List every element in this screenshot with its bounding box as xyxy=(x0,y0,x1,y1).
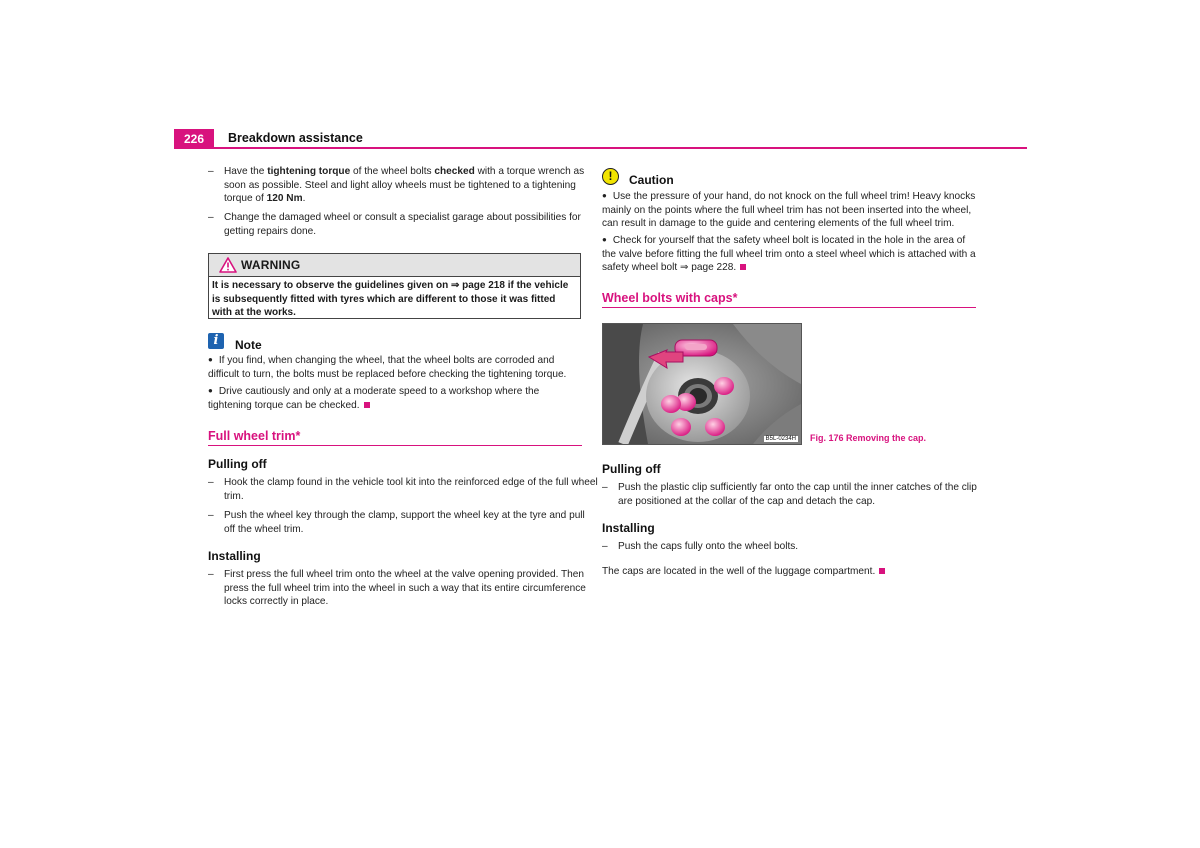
warning-label: WARNING xyxy=(241,258,301,272)
page-number: 226 xyxy=(174,129,214,149)
warning-text: It is necessary to observe the guidelines given on ⇒ page 218 if the vehicle is subsequently fitted with tyres which are different to those it was fitted with at the works. xyxy=(212,280,569,319)
bullet-icon: ● xyxy=(602,191,607,200)
pulling-off-step: – Push the wheel key through the clamp, support the wheel key at the tyre and pull off the wheel trim. xyxy=(208,510,585,535)
step-change-wheel: – Change the damaged wheel or consult a specialist garage about possibilities for getting repairs done. xyxy=(208,212,581,237)
warning-triangle-icon xyxy=(219,257,237,273)
note-label: Note xyxy=(235,338,262,352)
pulling-off-step: – Hook the clamp found in the vehicle tool kit into the reinforced edge of the full wheel trim. xyxy=(208,477,598,502)
installing-title: Installing xyxy=(208,549,261,563)
installing-step: – Push the caps fully onto the wheel bolts. xyxy=(602,541,799,552)
pulling-off-step: – Push the plastic clip sufficiently far onto the cap until the inner catches of the clip are positioned at the collar of the cap and detach the cap. xyxy=(602,482,977,507)
chapter-title: Breakdown assistance xyxy=(228,131,363,145)
section-end-square-icon xyxy=(740,264,746,270)
installing-step: – First press the full wheel trim onto the wheel at the valve opening provided. Then press the full wheel trim into the wheel in such a way that its entire circumference locks correctly in place. xyxy=(208,569,586,608)
step-torque-text: Have the tightening torque of the wheel bolts checked with a torque wrench as soon as possible. Steel and light alloy wheels must be tightened to a tightening torque of 120 Nm. xyxy=(224,166,585,205)
installing-title: Installing xyxy=(602,521,655,535)
figure-code: B5L-0234H xyxy=(765,436,796,442)
pulling-off-title: Pulling off xyxy=(208,457,267,471)
caution-label: Caution xyxy=(629,173,674,187)
header-divider xyxy=(174,147,1027,149)
section-divider xyxy=(208,445,582,446)
exclamation-circle-icon: ! xyxy=(602,168,619,185)
closing-paragraph: The caps are located in the well of the luggage compartment. xyxy=(602,565,976,579)
section-end-square-icon xyxy=(364,402,370,408)
section-end-square-icon xyxy=(879,568,885,574)
step-torque-check: – Have the tightening torque of the wheel bolts checked with a torque wrench as soon as possible. Steel and light alloy wheels must be tightened to a tightening torque of 120 Nm. xyxy=(208,166,585,205)
note-item: ● Drive cautiously and only at a moderate speed to a workshop where the tightening torque can be checked. xyxy=(208,386,540,411)
step-change-text: Change the damaged wheel or consult a specialist garage about possibilities for getting repairs done. xyxy=(224,212,581,237)
section-title-wheel-bolts: Wheel bolts with caps* xyxy=(602,291,738,305)
warning-box xyxy=(208,253,581,319)
section-title-full-wheel-trim: Full wheel trim* xyxy=(208,429,301,443)
caution-item: ● Use the pressure of your hand, do not knock on the full wheel trim! Heavy knocks mainly on the points where the full wheel trim has not been inserted into the wheel, can result in damage to the guide and centering elements of the full wheel trim. xyxy=(602,191,976,230)
figure-caption: Fig. 176 Removing the cap. xyxy=(810,433,927,443)
caution-item: ● Check for yourself that the safety wheel bolt is located in the hole in the area of the valve before fitting the full wheel trim onto a steel wheel which is attached with a safety wheel bolt ⇒ page 228. xyxy=(602,235,976,274)
bullet-icon: ● xyxy=(208,355,213,364)
info-icon: i xyxy=(208,333,224,349)
bullet-icon: ● xyxy=(208,386,213,395)
warning-header xyxy=(209,254,580,277)
note-item: ● If you find, when changing the wheel, that the wheel bolts are corroded and difficult to turn, the bolts must be replaced before checking the tightening torque. xyxy=(208,355,567,380)
section-divider xyxy=(602,307,976,308)
pulling-off-title: Pulling off xyxy=(602,462,661,476)
figure-removing-cap xyxy=(602,323,802,445)
bullet-icon: ● xyxy=(602,235,607,244)
wheel-cap-illustration xyxy=(603,324,801,444)
